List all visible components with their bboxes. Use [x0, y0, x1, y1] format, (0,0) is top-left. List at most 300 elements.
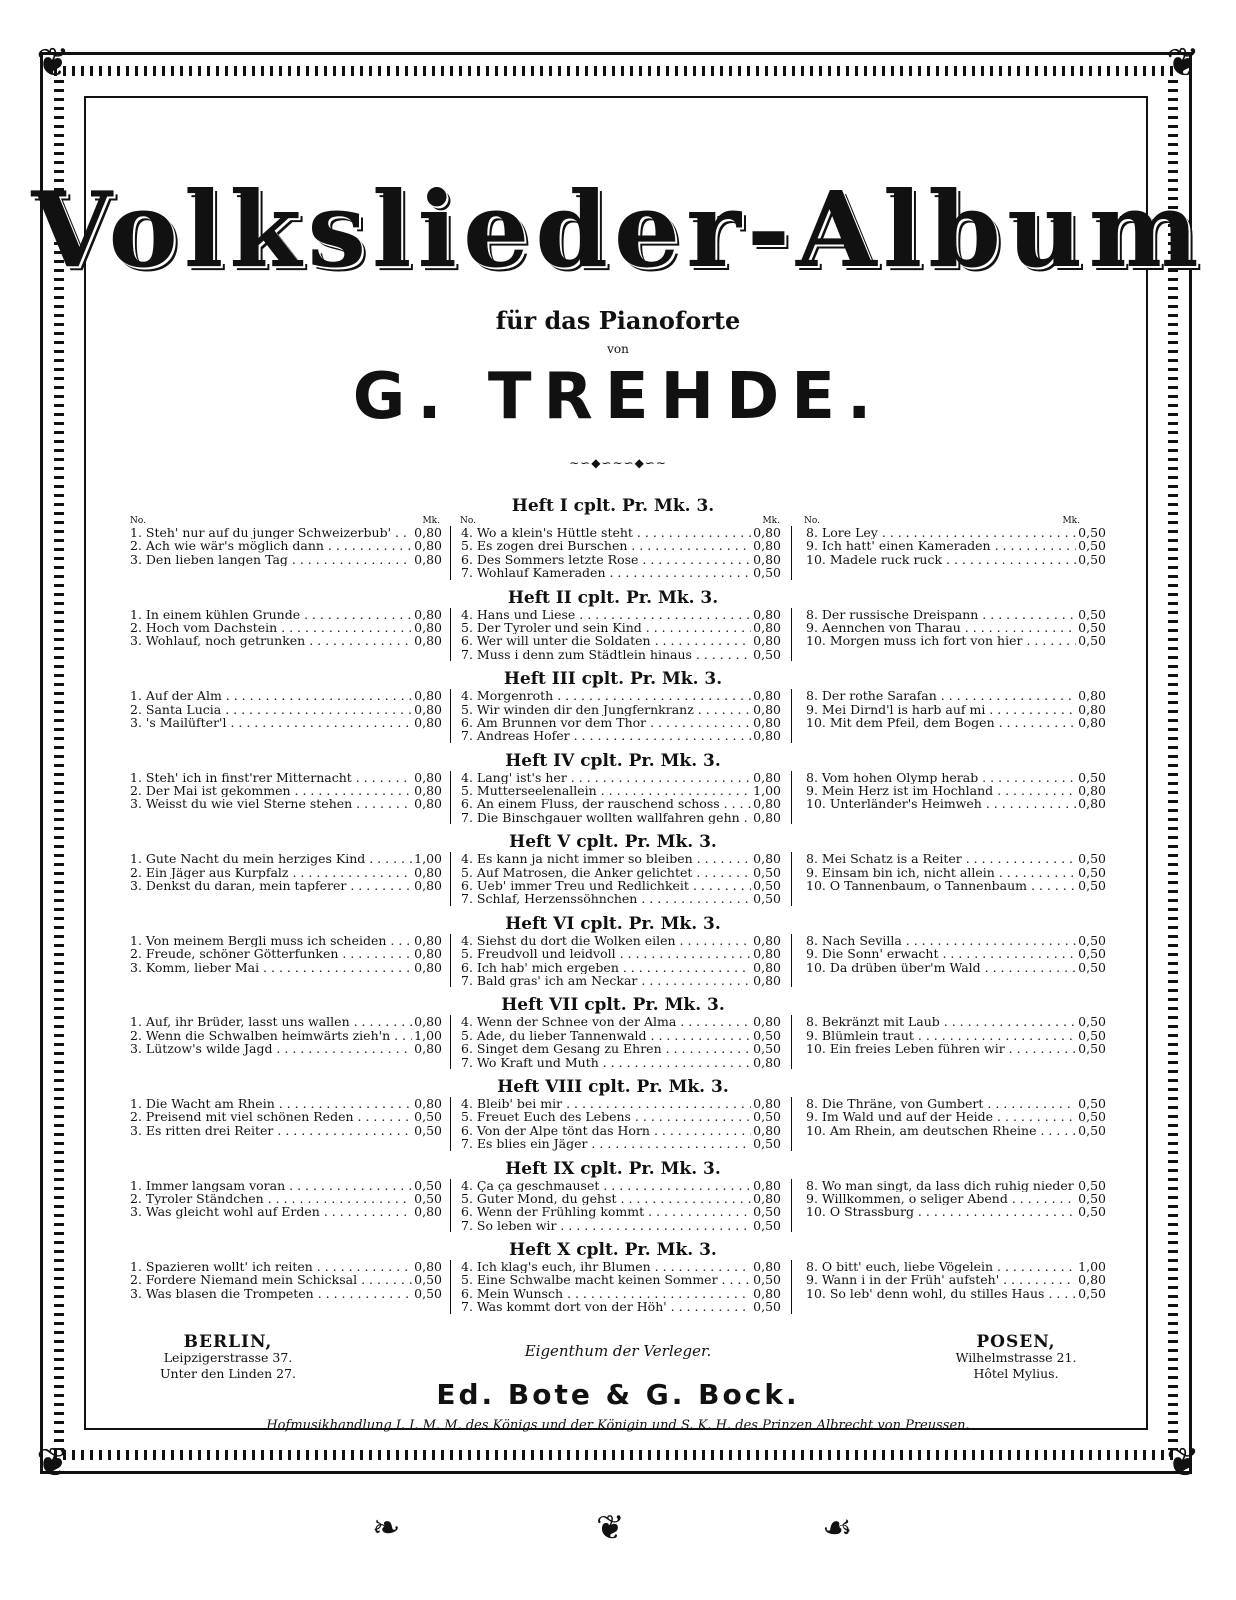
heft-title: Heft IV cplt. Pr. Mk. 3. — [505, 750, 721, 771]
song-title: 1. Immer langsam voran . . . — [130, 1179, 412, 1192]
song-title: 9. Mei Dirnd'l is harb auf mi . . . — [806, 703, 1076, 716]
heft-section — [130, 913, 1106, 996]
song-price: 0,80 — [753, 932, 781, 948]
song-title: 1. Auf der Alm . . . — [130, 689, 412, 702]
song-entry — [130, 1015, 442, 1028]
song-title: 1. Die Wacht am Rhein . . . — [130, 1097, 412, 1110]
song-column — [130, 1179, 450, 1233]
song-title: 5. Der Tyroler und sein Kind . . . — [461, 621, 751, 634]
section-spacer — [130, 661, 1096, 669]
song-price: 0,80 — [414, 606, 442, 622]
heft-title: Heft I cplt. Pr. Mk. 3. — [511, 496, 715, 516]
section-spacer — [130, 1232, 1096, 1240]
song-column — [450, 608, 792, 662]
song-column — [450, 689, 792, 743]
song-price: 0,50 — [1078, 633, 1106, 649]
song-entry — [806, 797, 1106, 810]
song-price: 0,80 — [753, 959, 781, 975]
song-column — [450, 1179, 792, 1233]
heft-rows — [130, 1095, 1106, 1152]
corner-ornament-icon: ❦ — [36, 40, 70, 86]
song-entry — [806, 879, 1106, 892]
song-price: 0,50 — [753, 1136, 781, 1152]
song-price: 0,50 — [1078, 1095, 1106, 1111]
song-entry — [130, 1179, 442, 1192]
song-title: 7. So leben wir . . . — [461, 1219, 751, 1232]
song-price: 0,50 — [753, 1109, 781, 1125]
song-entry — [461, 797, 781, 810]
heft-section — [130, 496, 1106, 588]
song-price: 0,80 — [753, 809, 781, 825]
song-title: 4. Morgenroth . . . — [461, 689, 751, 702]
song-entry — [461, 1042, 781, 1055]
song-price: 0,50 — [1078, 551, 1106, 567]
album-subtitle: für das Pianoforte — [495, 306, 741, 335]
song-entry — [130, 608, 442, 621]
song-entry — [130, 879, 442, 892]
song-title: 3. Denkst du daran, mein tapferer . . . — [130, 879, 412, 892]
section-spacer — [130, 743, 1096, 751]
song-column — [450, 1015, 792, 1069]
song-title: 1. Von meinem Bergli muss ich scheiden . . . — [130, 934, 412, 947]
heft-rows — [130, 769, 1106, 825]
song-title: 8. Die Thräne, von Gumbert . . . — [806, 1097, 1076, 1110]
heft-section — [130, 1240, 1106, 1322]
song-entry — [130, 771, 442, 784]
song-entry — [806, 553, 1106, 566]
song-price: 0,80 — [753, 1177, 781, 1193]
song-price: 0,80 — [753, 701, 781, 717]
song-column — [792, 1015, 1106, 1069]
song-price: 0,80 — [414, 551, 442, 567]
song-title: 2. Der Mai ist gekommen . . . — [130, 784, 412, 797]
song-entry — [130, 716, 442, 729]
posen-address-line1: Wilhelmstrasse 21. — [955, 1350, 1077, 1365]
song-price: 0,50 — [1078, 864, 1106, 880]
song-entry — [130, 961, 442, 974]
song-price: 0,80 — [414, 538, 442, 554]
song-title: 10. Unterländer's Heimweh . . . — [806, 797, 1076, 810]
song-entry — [806, 866, 1106, 879]
song-price: 0,80 — [414, 864, 442, 880]
song-column — [130, 526, 450, 580]
song-title: 4. Wo a klein's Hüttle steht . . . — [461, 526, 751, 539]
song-title: 4. Wenn der Schnee von der Alma . . . — [461, 1015, 751, 1028]
song-title: 9. Im Wald und auf der Heide . . . — [806, 1110, 1076, 1123]
song-title: 10. Mit dem Pfeil, dem Bogen . . . — [806, 716, 1076, 729]
song-title: 8. Bekränzt mit Laub . . . — [806, 1015, 1076, 1028]
song-entry — [461, 1205, 781, 1218]
heft-rows — [130, 525, 1106, 581]
song-price: 0,50 — [753, 864, 781, 880]
heft-rows — [130, 932, 1106, 988]
berlin-address-line2: Unter den Linden 27. — [159, 1366, 297, 1381]
song-price: 0,80 — [414, 783, 442, 799]
song-title: 9. Willkommen, o seliger Abend . . . — [806, 1192, 1076, 1205]
song-entry — [806, 1042, 1106, 1055]
song-title: 5. Freudvoll und leidvoll . . . — [461, 947, 751, 960]
song-title: 7. Die Binschgauer wollten wallfahren gehn . . . — [461, 811, 751, 824]
song-entry — [461, 553, 781, 566]
song-title: 1. Gute Nacht du mein herziges Kind . . . — [130, 852, 412, 865]
song-entry — [461, 961, 781, 974]
song-title: 6. Ich hab' mich ergeben . . . — [461, 961, 751, 974]
song-title: 3. Weisst du wie viel Sterne stehen . . . — [130, 797, 412, 810]
song-entry — [461, 1192, 781, 1205]
song-price: 0,50 — [1078, 946, 1106, 962]
song-entry — [461, 716, 781, 729]
song-column — [792, 852, 1106, 906]
song-price: 0,50 — [1078, 932, 1106, 948]
song-column — [130, 608, 450, 662]
song-entry — [130, 1205, 442, 1218]
song-title: 3. Den lieben langen Tag . . . — [130, 553, 412, 566]
heft-section — [130, 995, 1106, 1077]
song-catalog — [130, 496, 1106, 1322]
song-entry — [461, 608, 781, 621]
song-entry — [461, 1097, 781, 1110]
song-title: 5. Auf Matrosen, die Anker gelichtet . . . — [461, 866, 751, 879]
song-title: 10. Da drüben über'm Wald . . . — [806, 961, 1076, 974]
song-entry — [130, 1029, 442, 1042]
berlin-address-line1: Leipzigerstrasse 37. — [163, 1350, 293, 1365]
song-title: 6. An einem Fluss, der rauschend schoss . . . — [461, 797, 751, 810]
song-entry — [806, 1015, 1106, 1028]
song-price: 0,80 — [753, 619, 781, 635]
song-entry — [806, 784, 1106, 797]
song-title: 7. Muss i denn zum Städtlein hinaus . . . — [461, 648, 751, 661]
heft-title: Heft VIII cplt. Pr. Mk. 3. — [497, 1076, 729, 1097]
song-entry — [461, 852, 781, 865]
song-price: 0,50 — [414, 1122, 442, 1138]
song-title: 3. Lützow's wilde Jagd . . . — [130, 1042, 412, 1055]
heft-section — [130, 1158, 1106, 1241]
song-column — [450, 1097, 792, 1151]
song-title: 6. Von der Alpe tönt das Horn . . . — [461, 1124, 751, 1137]
song-title: 3. Komm, lieber Mai . . . — [130, 961, 412, 974]
song-title: 3. 's Mailüfter'l . . . — [130, 716, 412, 729]
song-title: 4. Hans und Liese . . . — [461, 608, 751, 621]
song-column — [792, 689, 1106, 743]
song-column — [792, 608, 1106, 662]
song-entry — [461, 634, 781, 647]
song-column — [130, 689, 450, 743]
song-entry — [806, 689, 1106, 702]
song-title: 6. Am Brunnen vor dem Thor . . . — [461, 716, 751, 729]
song-entry — [130, 553, 442, 566]
foot-ornament-icon: ❦ — [596, 1508, 625, 1548]
song-entry — [806, 1097, 1106, 1110]
song-title: 6. Wenn der Frühling kommt . . . — [461, 1205, 751, 1218]
song-price: 0,50 — [753, 1217, 781, 1233]
song-entry — [806, 621, 1106, 634]
song-price: 0,80 — [753, 688, 781, 704]
song-entry — [806, 852, 1106, 865]
song-entry — [130, 1042, 442, 1055]
song-price: 0,80 — [414, 1041, 442, 1057]
song-price: 0,80 — [414, 769, 442, 785]
column-headings — [130, 516, 1096, 526]
song-entry — [461, 1124, 781, 1137]
song-entry — [806, 947, 1106, 960]
song-column — [450, 852, 792, 906]
song-entry — [806, 539, 1106, 552]
heft-section — [130, 832, 1106, 914]
song-entry — [130, 526, 442, 539]
song-entry — [806, 1029, 1106, 1042]
song-title: 6. Des Sommers letzte Rose . . . — [461, 553, 751, 566]
song-entry — [806, 1192, 1106, 1205]
song-entry — [461, 1260, 781, 1273]
song-column — [130, 1260, 450, 1314]
song-price: 0,80 — [753, 1095, 781, 1111]
song-entry — [461, 566, 781, 579]
song-title: 6. Singet dem Gesang zu Ehren . . . — [461, 1042, 751, 1055]
section-spacer — [130, 1314, 1096, 1322]
song-title: 6. Wer will unter die Soldaten . . . — [461, 634, 751, 647]
song-entry — [130, 634, 442, 647]
column-head-no: No. — [460, 516, 476, 526]
song-title: 7. Wo Kraft und Muth . . . — [461, 1056, 751, 1069]
section-spacer — [130, 987, 1096, 995]
heft-rows — [130, 1014, 1106, 1070]
song-title: 7. Wohlauf Kameraden . . . — [461, 566, 751, 579]
song-price: 0,80 — [414, 1204, 442, 1220]
song-entry — [461, 1219, 781, 1232]
song-column — [792, 771, 1106, 825]
song-price: 0,80 — [753, 728, 781, 744]
song-price: 0,50 — [1078, 959, 1106, 975]
posen-address-line2: Hôtel Mylius. — [973, 1366, 1059, 1381]
song-title: 4. Lang' ist's her . . . — [461, 771, 751, 784]
song-title: 2. Tyroler Ständchen . . . — [130, 1192, 412, 1205]
song-price: 0,80 — [753, 538, 781, 554]
corner-ornament-icon: ❦ — [1166, 1440, 1200, 1486]
song-entry — [461, 1110, 781, 1123]
song-title: 1. Steh' ich in finst'rer Mitternacht . . . — [130, 771, 412, 784]
song-title: 8. Vom hohen Olymp herab . . . — [806, 771, 1076, 784]
song-price: 0,80 — [414, 932, 442, 948]
song-entry — [806, 1273, 1106, 1286]
song-column — [130, 934, 450, 988]
song-entry — [806, 703, 1106, 716]
song-price: 0,50 — [1078, 878, 1106, 894]
song-price: 0,50 — [753, 1027, 781, 1043]
column-head-mk: Mk. — [762, 516, 780, 526]
song-price: 0,50 — [1078, 1204, 1106, 1220]
posen-address — [916, 1334, 1116, 1382]
song-price: 0,80 — [1078, 714, 1106, 730]
foot-ornament-icon: ☙ — [822, 1508, 853, 1548]
song-title: 4. Es kann ja nicht immer so bleiben . . . — [461, 852, 751, 865]
column-head-mk: Mk. — [422, 516, 440, 526]
heft-section — [130, 587, 1106, 670]
song-title: 9. Ich hatt' einen Kameraden . . . — [806, 539, 1076, 552]
song-entry — [130, 1110, 442, 1123]
song-title: 2. Ach wie wär's möglich dann . . . — [130, 539, 412, 552]
song-price: 1,00 — [753, 783, 781, 799]
song-price: 0,80 — [414, 878, 442, 894]
song-price: 0,50 — [1078, 606, 1106, 622]
song-column — [130, 1015, 450, 1069]
song-entry — [806, 934, 1106, 947]
song-price: 0,80 — [753, 1259, 781, 1275]
song-entry — [461, 934, 781, 947]
song-entry — [806, 1179, 1106, 1192]
section-spacer — [130, 824, 1096, 832]
song-title: 1. Steh' nur auf du junger Schweizerbub' . . . — [130, 526, 412, 539]
song-entry — [130, 1097, 442, 1110]
song-column — [792, 1260, 1106, 1314]
song-entry — [461, 784, 781, 797]
song-title: 10. So leb' denn wohl, du stilles Haus . . . — [806, 1287, 1076, 1300]
song-price: 0,50 — [753, 1041, 781, 1057]
song-price: 0,50 — [1078, 1109, 1106, 1125]
song-title: 3. Wohlauf, noch getrunken . . . — [130, 634, 412, 647]
heft-title: Heft IX cplt. Pr. Mk. 3. — [505, 1158, 721, 1179]
corner-ornament-icon: ❦ — [36, 1440, 70, 1486]
song-title: 2. Preisend mit viel schönen Reden . . . — [130, 1110, 412, 1123]
song-entry — [461, 1287, 781, 1300]
section-spacer — [130, 906, 1096, 914]
song-entry — [461, 526, 781, 539]
song-title: 1. Spazieren wollt' ich reiten . . . — [130, 1260, 412, 1273]
song-price: 0,80 — [414, 1095, 442, 1111]
song-entry — [461, 892, 781, 905]
song-price: 0,50 — [753, 1299, 781, 1315]
song-price: 0,80 — [753, 972, 781, 988]
heft-rows — [130, 1259, 1106, 1315]
song-price: 0,80 — [414, 633, 442, 649]
song-entry — [461, 1273, 781, 1286]
berlin-city: BERLIN, — [183, 1332, 273, 1352]
song-entry — [130, 1260, 442, 1273]
song-title: 2. Freude, schöner Götterfunken . . . — [130, 947, 412, 960]
song-entry — [806, 526, 1106, 539]
heft-title: Heft III cplt. Pr. Mk. 3. — [503, 669, 723, 690]
song-price: 0,80 — [1078, 688, 1106, 704]
song-title: 10. Ein freies Leben führen wir . . . — [806, 1042, 1076, 1055]
song-price: 0,80 — [753, 1122, 781, 1138]
song-title: 7. Andreas Hofer . . . — [461, 729, 751, 742]
song-price: 0,80 — [414, 1014, 442, 1030]
song-price: 0,80 — [753, 714, 781, 730]
song-entry — [130, 621, 442, 634]
song-price: 0,50 — [1078, 1190, 1106, 1206]
song-entry — [461, 703, 781, 716]
heft-section — [130, 1076, 1106, 1159]
song-entry — [806, 716, 1106, 729]
heft-rows — [130, 688, 1106, 744]
corner-ornament-icon: ❦ — [1166, 40, 1200, 86]
song-price: 0,80 — [753, 851, 781, 867]
song-entry — [130, 1287, 442, 1300]
song-title: 8. Nach Sevilla . . . — [806, 934, 1076, 947]
song-entry — [461, 1056, 781, 1069]
song-price: 0,80 — [414, 688, 442, 704]
song-entry — [130, 1124, 442, 1137]
ownership-notice: Eigenthum der Verleger. — [524, 1342, 712, 1360]
song-price: 0,50 — [1078, 525, 1106, 540]
song-column — [130, 1097, 450, 1151]
song-title: 7. Bald gras' ich am Neckar . . . — [461, 974, 751, 987]
column-head-no: No. — [130, 516, 146, 526]
song-price: 0,50 — [414, 1177, 442, 1193]
song-price: 0,80 — [753, 769, 781, 785]
song-price: 0,50 — [1078, 1027, 1106, 1043]
song-title: 10. Am Rhein, am deutschen Rheine . . . — [806, 1124, 1076, 1137]
song-entry — [130, 947, 442, 960]
song-price: 0,80 — [753, 633, 781, 649]
song-entry — [461, 1179, 781, 1192]
song-entry — [806, 1287, 1106, 1300]
song-entry — [461, 1300, 781, 1313]
song-price: 0,50 — [753, 565, 781, 581]
heft-section — [130, 750, 1106, 833]
album-title: Volkslieder-Album — [31, 168, 1205, 291]
song-title: 9. Blümlein traut . . . — [806, 1029, 1076, 1042]
song-title: 7. Es blies ein Jäger . . . — [461, 1137, 751, 1150]
song-entry — [130, 934, 442, 947]
song-entry — [130, 784, 442, 797]
song-price: 0,80 — [753, 1014, 781, 1030]
song-title: 9. Aennchen von Tharau . . . — [806, 621, 1076, 634]
song-entry — [806, 1260, 1106, 1273]
song-entry — [130, 852, 442, 865]
song-title: 6. Ueb' immer Treu und Redlichkeit . . . — [461, 879, 751, 892]
heft-section — [130, 669, 1106, 751]
song-price: 0,80 — [414, 796, 442, 812]
heft-rows — [130, 606, 1106, 662]
song-entry — [461, 689, 781, 702]
song-price: 0,80 — [753, 551, 781, 567]
song-price: 0,50 — [1078, 1041, 1106, 1057]
song-price: 0,50 — [414, 1285, 442, 1301]
song-entry — [806, 1110, 1106, 1123]
song-price: 0,80 — [414, 959, 442, 975]
heft-title: Heft VI cplt. Pr. Mk. 3. — [505, 913, 721, 934]
song-column — [450, 934, 792, 988]
song-price: 0,50 — [753, 891, 781, 907]
song-entry — [130, 539, 442, 552]
song-entry — [806, 608, 1106, 621]
song-title: 8. Der russische Dreispann . . . — [806, 608, 1076, 621]
song-title: 10. Morgen muss ich fort von hier . . . — [806, 634, 1076, 647]
song-title: 10. O Strassburg . . . — [806, 1205, 1076, 1218]
song-title: 8. Der rothe Sarafan . . . — [806, 689, 1076, 702]
song-price: 0,50 — [414, 1272, 442, 1288]
song-title: 7. Schlaf, Herzenssöhnchen . . . — [461, 892, 751, 905]
song-title: 9. Die Sonn' erwacht . . . — [806, 947, 1076, 960]
song-price: 0,50 — [1078, 769, 1106, 785]
song-title: 5. Es zogen drei Burschen . . . — [461, 539, 751, 552]
song-title: 1. In einem kühlen Grunde . . . — [130, 608, 412, 621]
song-price: 0,80 — [753, 1285, 781, 1301]
publisher-name: Ed. Bote & G. Bock. — [436, 1378, 800, 1411]
posen-city: POSEN, — [976, 1332, 1056, 1352]
song-entry — [130, 703, 442, 716]
song-price: 0,80 — [753, 606, 781, 622]
song-title: 5. Guter Mond, du gehst . . . — [461, 1192, 751, 1205]
song-title: 4. Ich klag's euch, ihr Blumen . . . — [461, 1260, 751, 1273]
song-entry — [461, 771, 781, 784]
song-entry — [461, 879, 781, 892]
divider-ornament: ∼∽◆∽∼∽◆∽∼ — [569, 456, 667, 470]
song-price: 0,80 — [414, 701, 442, 717]
song-price: 0,80 — [753, 525, 781, 540]
song-title: 9. Mein Herz ist im Hochland . . . — [806, 784, 1076, 797]
song-price: 0,50 — [1078, 538, 1106, 554]
